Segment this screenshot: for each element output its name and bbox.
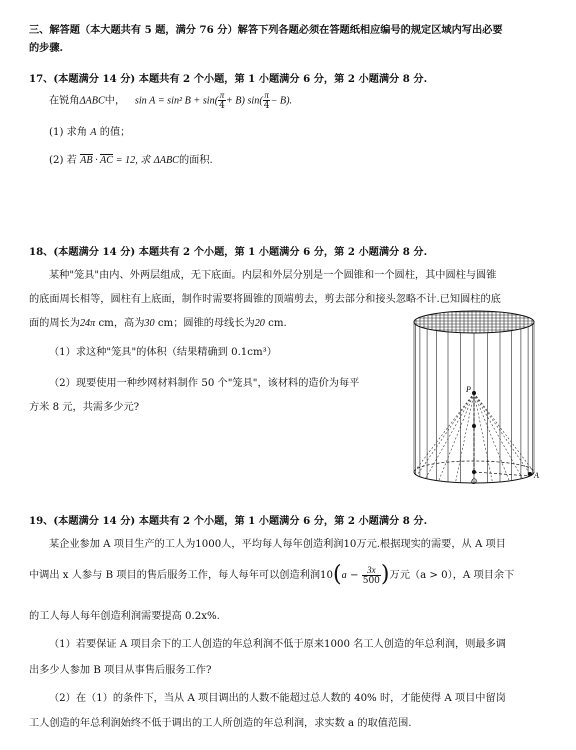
point-a [528,472,532,476]
section-header-line2: 的步骤. [29,42,64,54]
section-header-line1: 三、解答题（本大题共有 5 题，满分 76 分）解答下列各题必须在答题纸相应编号的规定区域内写出必要 [29,24,503,36]
q17-stem-prefix: 在锐角 [49,95,80,107]
cone-line [474,393,531,475]
q19-line3: 的工人每人每年创造利润需要提高 0.2x%. [29,611,220,622]
q18-part2-line2: 方米 8 元，共需多少元? [29,402,140,413]
q19-part2-line1: （2）在（1）的条件下，当从 A 项目调出的人数不能超过总人数的 40% 时，才能使得 A 项目中留岗 [49,693,506,704]
cone-line [417,393,474,475]
q17-header: 17、(本题满分 14 分) 本题共有 2 个小题，第 1 小题满分 6 分，第 2 小题满分 8 分. [29,73,428,85]
q17-part1: (1) 求角 A 的值； [49,127,131,138]
q18-line3: 面的周长为24π cm，高为30 cm；圆锥的母线长为20 cm. [29,318,287,329]
cone-line [474,393,509,481]
q19-part1-line2: 出多少人参加 B 项目从事售后服务工作? [29,665,212,676]
cone-line [474,393,534,472]
q19-line1: 某企业参加 A 项目生产的工人为1000人，平均每人每年创造利润10万元.根据现实的需要，从 A 项目 [49,539,506,550]
cone-line [414,393,474,472]
q18-part1: （1）求这种"笼具"的体积（结果精确到 0.1cm³） [49,347,277,358]
cage-figure [410,308,542,492]
radius-oa [474,472,530,476]
cylinder-top-mesh [412,310,536,334]
q17-triangle: ΔABC [79,95,105,107]
q18-header: 18、(本题满分 14 分) 本题共有 2 个小题，第 1 小题满分 6 分，第 2 小题满分 8 分. [29,246,428,258]
cone-line [439,393,474,481]
point-o [472,470,476,474]
q17-stem-mid: 中， [104,95,126,107]
label-a: A [534,471,539,480]
point-p [472,391,476,395]
q17-stem [49,90,292,112]
q17-frac-2: $\frac{\pi}{4}$ [263,90,270,111]
cone-line [426,393,475,479]
q19-part2-line2: 工人创造的年总利润始终不低于调出的工人所创造的年总利润，求实数 a 的取值范围. [29,718,412,729]
cone-line [474,393,523,479]
q19-part1-line1: （1）若要保证 A 项目余下的工人创造的年总利润不低于原来1000 名工人创造的年总利润，则最多调 [49,639,506,650]
q17-eq-minus-b: − B). [270,95,293,107]
q17-eq-lhs: sin A = sin² B + sin( [134,95,219,107]
label-o: O [471,477,477,486]
q17-frac-1: $\frac{\pi}{4}$ [219,90,225,111]
q19-fraction: $\frac{3x}{500}$ [362,564,380,586]
q18-line1: 某种"笼具"由内、外两层组成，无下底面。内层和外层分别是一个圆锥和一个圆柱，其中圆柱与圆锥 [49,270,497,281]
q19-header: 19、(本题满分 14 分) 本题共有 2 个小题，第 1 小题满分 6 分，第 2 小题满分 8 分. [29,515,428,527]
q18-part2-line1: （2）现要使用一种纱网材料制作 50 个"笼具"，该材料的造价为每平 [49,378,360,389]
point-mid [472,424,476,428]
label-p: P [466,385,471,394]
q17-part2: (2) 若 AB · AC = 12, 求 ΔABC的面积. [49,155,213,166]
q19-line2: 中调出 x 人参与 B 项目的售后服务工作，每人每年可以创造利润10(a − $\frac{3x}{500}$ )万元（a > 0），A 项目余下 [29,562,515,587]
q18-line2: 的底面周长相等，圆柱有上底面，制作时需要将圆锥的顶端剪去，剪去部分和接头忽略不计.已知圆柱的底 [29,294,501,305]
q17-eq-plus-b: + B) sin( [225,95,263,107]
